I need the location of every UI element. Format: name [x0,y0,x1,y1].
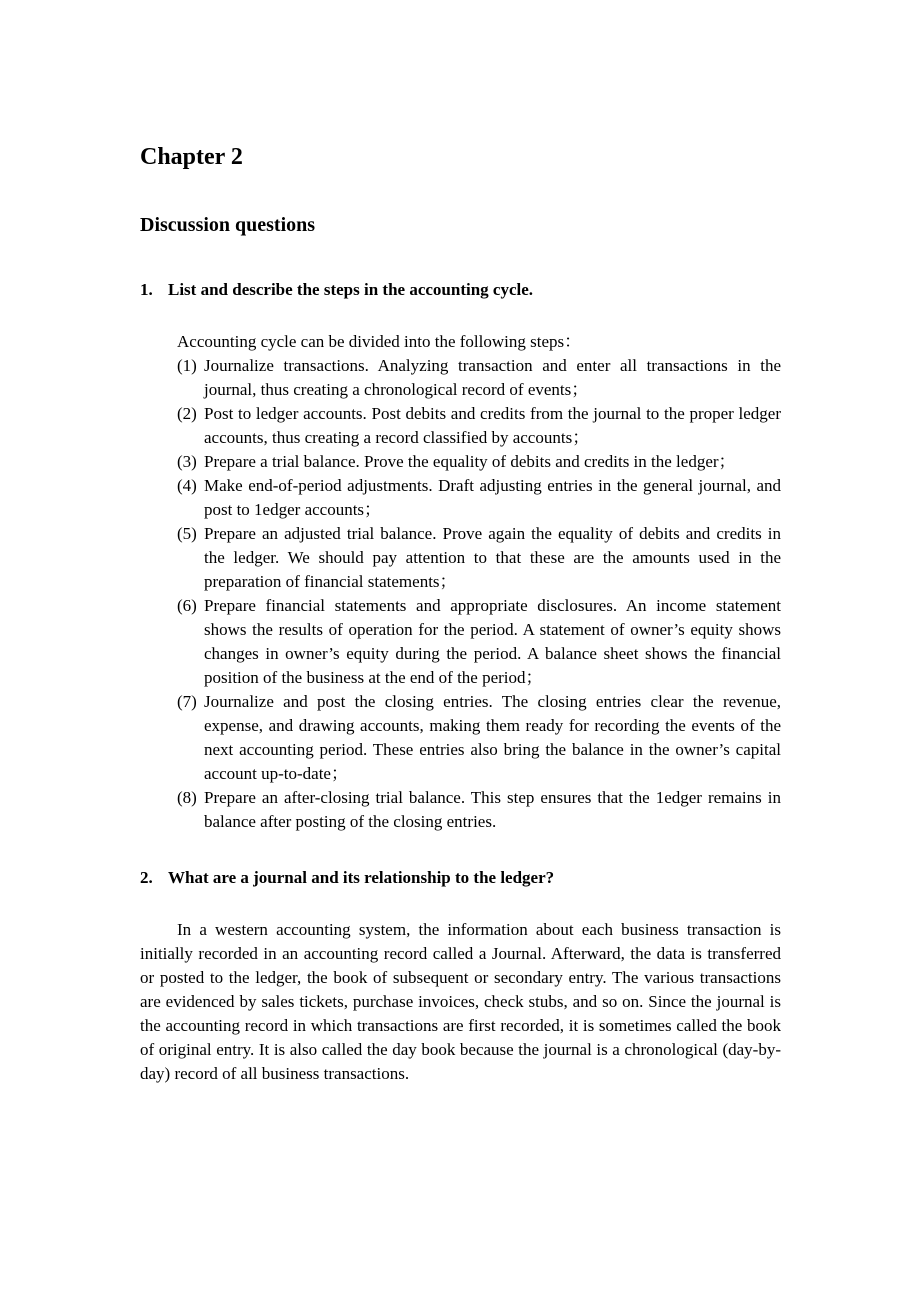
step-text: Post to ledger accounts. Post debits and credits from the journal to the proper ledger accounts, thus creating a record classified by accounts； [204,404,781,447]
question-2-answer: In a western accounting system, the information about each business transaction is initially recorded in an accounting record called a Journal. Afterward, the data is transferred or posted to the ledger, the book of subsequent or secondary entry. The various transactions are evidenced by sales tickets, purchase invoices, check stubs, and so on. Since the journal is the accounting record in which transactions are first recorded, it is sometimes called the book of original entry. It is also called the day book because the journal is a chronological (day-by-day) record of all business transactions. [140,920,781,1083]
step-number: (5) [177,524,197,543]
step-number: (8) [177,788,197,807]
step-item [177,690,781,786]
question-number: 2. [140,868,153,887]
step-number: (3) [177,452,197,471]
section-title: Discussion questions [140,214,316,236]
accounting-cycle-steps [177,354,781,834]
step-item [177,354,781,402]
question-text: What are a journal and its relationship to the ledger? [168,868,555,887]
step-item [177,522,781,594]
step-text: Journalize and post the closing entries. The closing entries clear the revenue, expense, and drawing accounts, making them ready for recording the events of the next accounting period. These entries also bring the balance in the owner’s capital account up-to-date； [204,692,781,783]
question-text: List and describe the steps in the accounting cycle. [168,280,534,299]
step-item [177,786,781,834]
step-text: Journalize transactions. Analyzing transaction and enter all transactions in the journal, thus creating a chronological record of events； [204,356,781,399]
chapter-title: Chapter 2 [140,144,243,170]
step-text: Prepare an after-closing trial balance. This step ensures that the 1edger remains in balance after posting of the closing entries. [204,788,781,831]
question-2-heading [140,866,554,890]
question-1-heading [140,278,533,302]
step-text: Make end-of-period adjustments. Draft adjusting entries in the general journal, and post to 1edger accounts； [204,476,781,519]
step-text: Prepare financial statements and appropriate disclosures. An income statement shows the results of operation for the period. A statement of owner’s equity shows changes in owner’s equity during the period. A balance sheet shows the financial position of the business at the end of the period； [204,596,781,687]
step-number: (1) [177,356,197,375]
step-number: (7) [177,692,197,711]
step-item [177,402,781,450]
step-text: Prepare an adjusted trial balance. Prove again the equality of debits and credits in the ledger. We should pay attention to that these are the amounts used in the preparation of financial statements； [204,524,781,591]
step-number: (6) [177,596,197,615]
step-number: (4) [177,476,197,495]
step-item [177,594,781,690]
step-number: (2) [177,404,197,423]
question-1-intro: Accounting cycle can be divided into the following steps： [177,332,582,351]
step-item [177,474,781,522]
step-item [177,450,781,474]
step-text: Prepare a trial balance. Prove the equality of debits and credits in the ledger； [204,452,736,471]
question-number: 1. [140,280,153,299]
